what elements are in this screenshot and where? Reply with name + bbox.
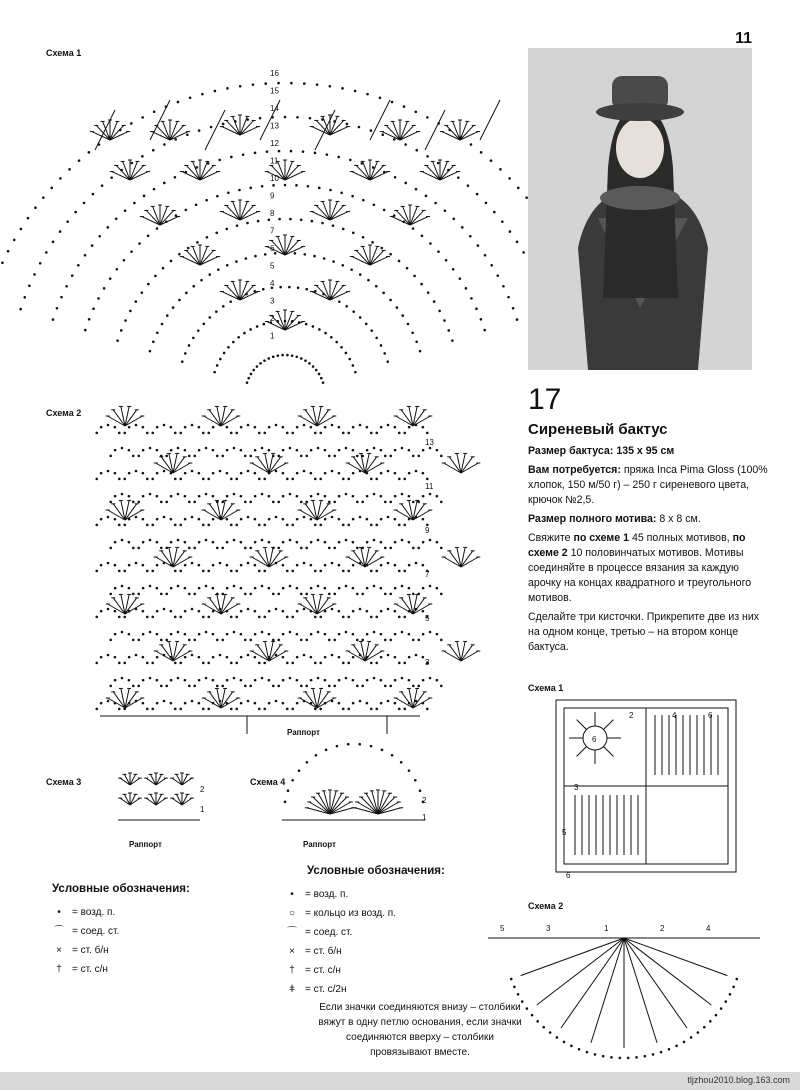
triangle-motif-number: 3 [546,924,551,933]
square-motif-number: 3 [574,783,579,792]
chain-icon: • [290,889,294,900]
triangle-motif-number: 1 [604,924,609,933]
slip-stitch-icon: ⌒ [54,926,64,937]
chain-ring-icon: ○ [288,908,296,919]
instr-2: по схеме 1 [573,532,629,544]
schema4-label: Схема 4 [250,777,286,787]
size-label: Размер бактуса: [528,445,614,457]
schema1-label: Схема 1 [46,48,82,58]
schema2-label: Схема 2 [46,408,82,418]
legend-right [285,862,445,999]
schema1-row-number: 9 [270,191,275,201]
rapport-label-schema2: Раппорт [287,728,320,737]
instr-5: 10 половинчатых мотивов. Мотивы соединяйте в процессе вязания за каждую арочку на концах квадратного и треугольного мотивов. [528,547,752,604]
square-motif-number: 6 [592,735,597,744]
legend-left-title: Условные обозначения: [52,883,190,895]
rapport-label-schema4: Раппорт [303,840,336,849]
schema2-lace-diagram [95,406,480,734]
square-motif-diagram [556,700,736,872]
legend-left-item: ⌒ = соед. ст. [52,922,190,941]
legend-right-item: • = возд. п. [285,885,445,904]
small-schema2-label: Схема 2 [528,901,564,911]
instr-1: Свяжите [528,532,571,544]
schema3-label: Схема 3 [46,777,82,787]
square-motif-number: 6 [708,711,713,720]
motif-value: 8 х 8 см. [659,513,701,525]
schema1-row-number: 16 [270,69,279,78]
instr-3: 45 полных мотивов, [631,532,730,544]
stitch-note: Если значки соединяются внизу – столбики вяжут в одну петлю основания, если значки соединяются вверху – столбики провязывают вместе. [318,1002,522,1058]
legend-right-item: ⌒ = соед. ст. [285,923,445,942]
need-label: Вам потребуется: [528,464,621,476]
schema4-row-number: 1 [422,813,427,822]
double-crochet-icon: † [56,964,62,975]
article [528,385,768,655]
model-photo [528,48,752,370]
schema1-row-number: 12 [270,139,279,148]
square-motif-number: 4 [672,711,677,720]
double-crochet-icon: † [289,965,295,976]
chain-icon: • [57,907,61,918]
schema1-row-number: 1 [270,331,275,341]
need-text: пряжа Inca Pima Gloss (100% хлопок, 150 м/50 г) – 250 г сиреневого цвета, крючок №2,5. [528,464,768,506]
schema1-row-number: 4 [270,279,275,288]
schema1-row-number: 10 [270,174,279,183]
legend-left-item: † = ст. с/н [52,960,190,979]
legend-right-item: ○ = кольцо из возд. п. [285,904,445,923]
single-crochet-icon: × [289,946,295,957]
schema1-row-number: 11 [270,156,279,166]
schema1-row-number: 5 [270,261,275,271]
schema2-row-number: 13 [425,438,434,447]
size-value: 135 х 95 см [616,445,675,457]
legend-left [52,880,190,979]
single-crochet-icon: × [56,945,62,956]
article-title: Сиреневый бактус [528,421,668,438]
square-motif-number: 6 [566,871,571,880]
footer-bar [0,1072,800,1090]
footer-source: tljzhou2010.blog.163.com [687,1075,790,1085]
schema2-row-number: 11 [425,482,434,491]
triangle-motif-diagram [488,938,760,1059]
legend-right-item: × = ст. б/н [285,942,445,961]
square-motif-number: 2 [629,711,634,720]
schema1-row-number: 14 [270,104,279,113]
schema4-row-number: 2 [422,796,427,805]
treble-crochet-icon: ǂ [289,984,295,995]
schema1-fan-diagram [0,82,583,384]
rapport-label-schema3: Раппорт [129,840,162,849]
schema2-row-number: 7 [425,570,430,579]
motif-label: Размер полного мотива: [528,513,657,525]
legend-right-item: ǂ = ст. с/2н [285,980,445,999]
schema3-row-number: 1 [200,805,205,814]
slip-stitch-icon: ⌒ [287,927,297,938]
schema2-row-number: 9 [425,526,430,535]
page-number: 11 [735,30,752,47]
triangle-motif-number: 2 [660,924,665,933]
schema3-row-number: 2 [200,785,205,794]
legend-left-item: • = возд. п. [52,903,190,922]
schema1-row-number: 3 [270,296,275,306]
tassels-text: Сделайте три кисточки. Прикрепите две из них на одном конце, третью – на втором конце бактуса. [528,611,760,653]
schema1-row-number: 13 [270,121,279,131]
small-schema1-label: Схема 1 [528,683,564,693]
legend-right-item: † = ст. с/н [285,961,445,980]
triangle-motif-number: 4 [706,924,711,933]
schema1-row-number: 6 [270,244,275,253]
square-motif-number: 5 [562,828,567,837]
article-number: 17 [528,383,562,416]
schema1-row-number: 7 [270,226,275,236]
schema1-row-number: 8 [270,209,275,218]
instr-4: по схеме 2 [528,532,746,559]
schema2-row-number: 5 [425,614,430,623]
schema1-row-number: 2 [270,314,275,323]
schema2-row-number: 3 [425,658,430,667]
legend-right-title: Условные обозначения: [307,865,445,877]
legend-left-item: × = ст. б/н [52,941,190,960]
schema1-row-number: 15 [270,86,279,96]
schema3-4-diagrams [118,743,425,820]
triangle-motif-number: 5 [500,924,505,933]
